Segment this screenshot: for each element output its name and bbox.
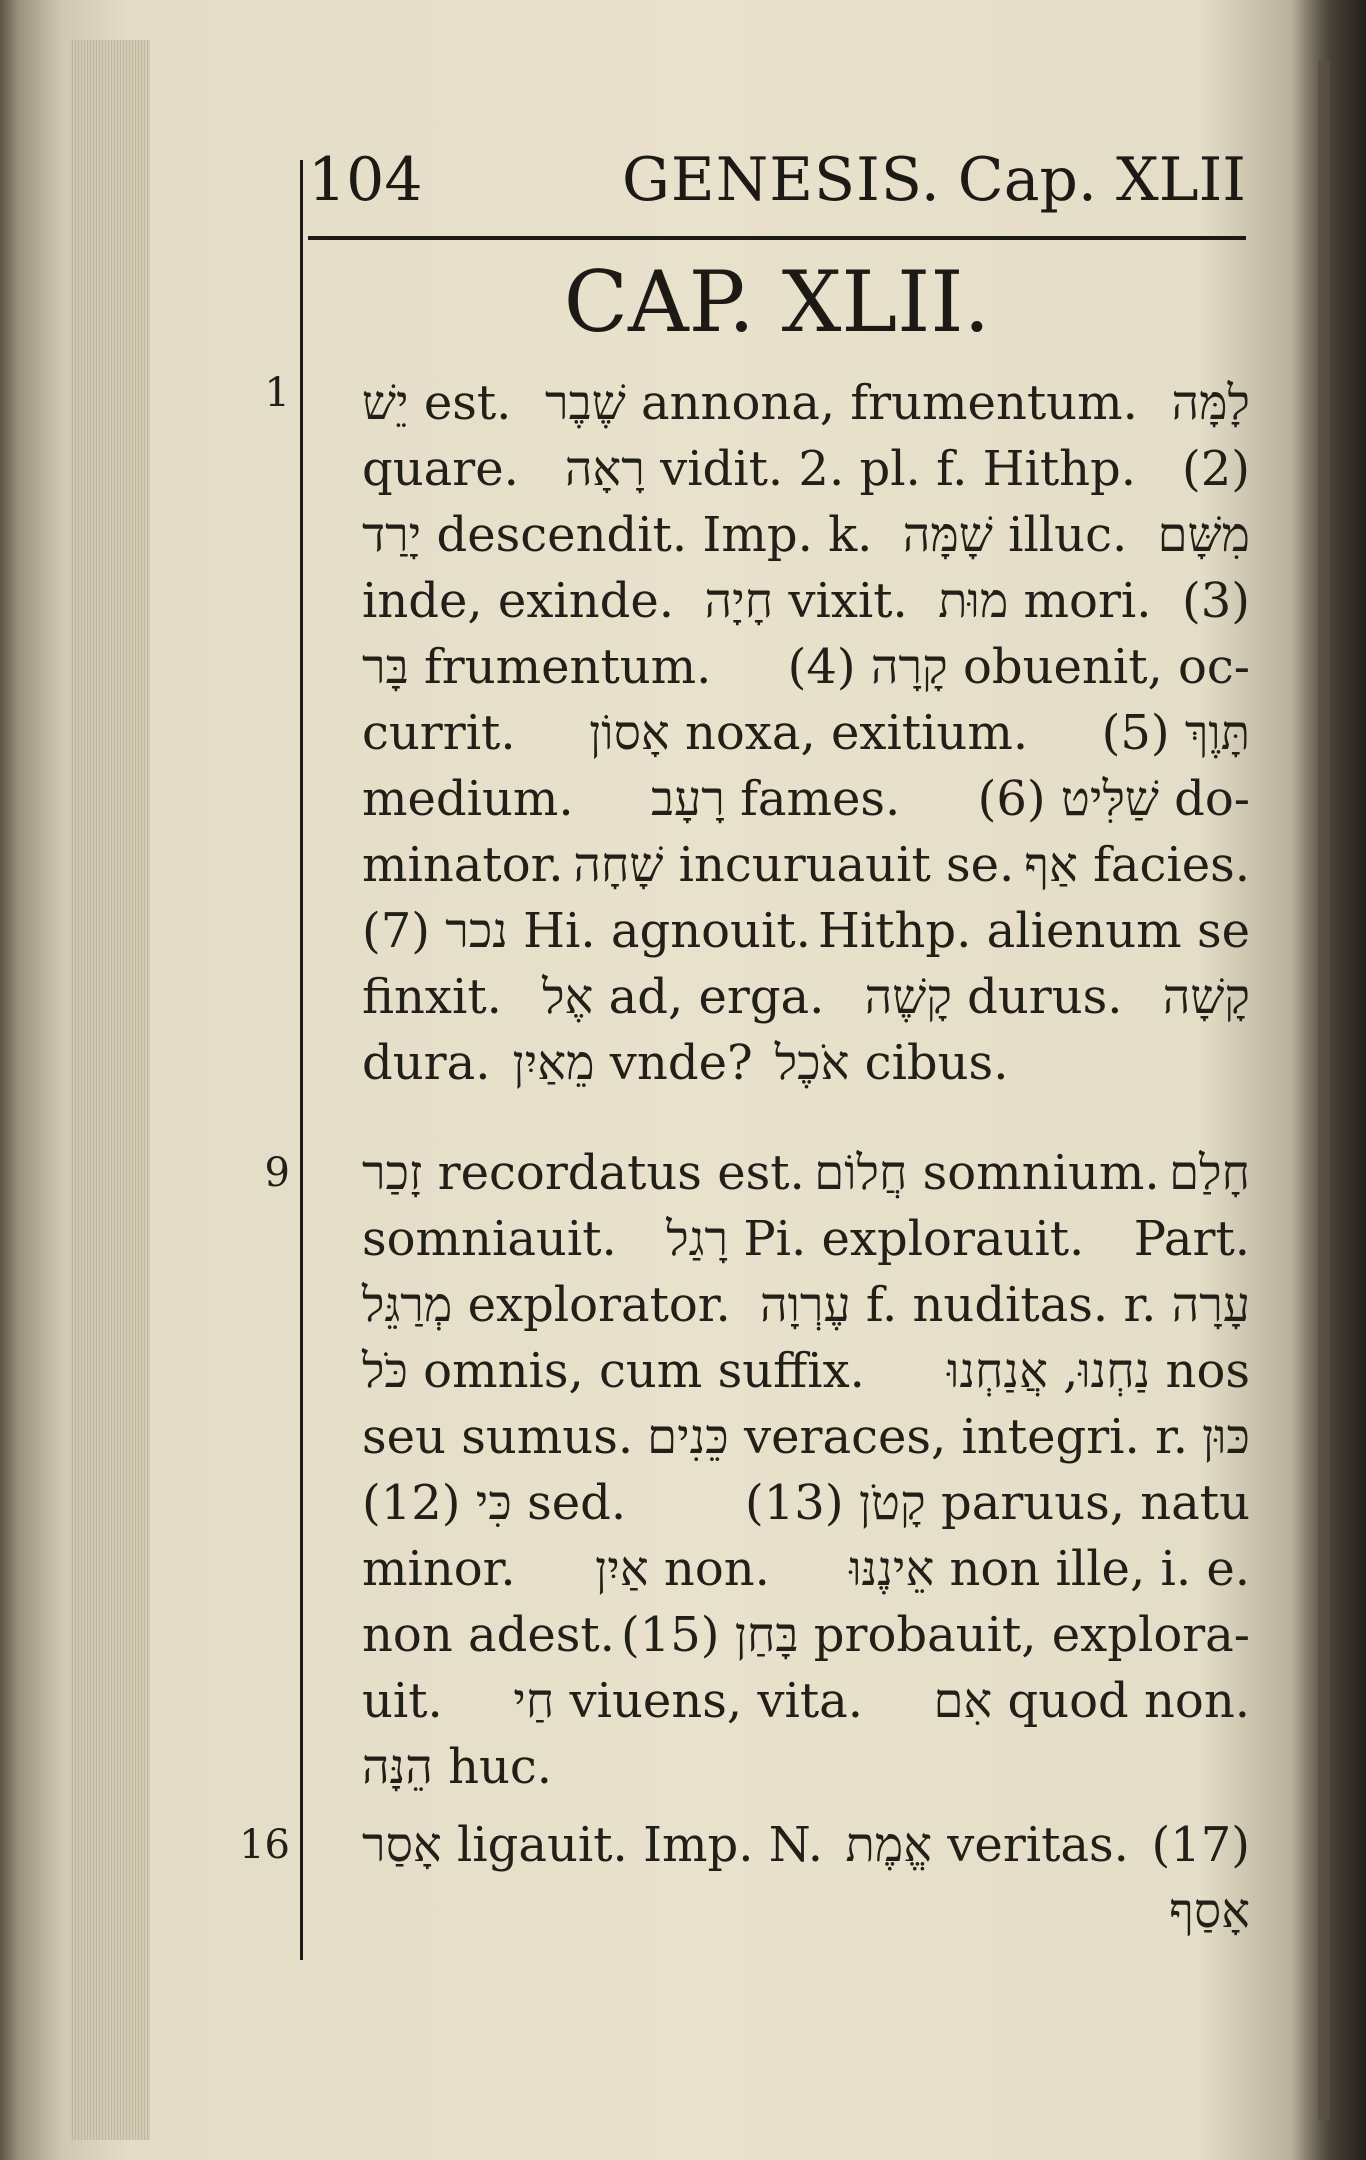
text-segment: כֹּל omnis, cum suffix. xyxy=(362,1343,865,1399)
text-segment: חַי viuens, vita. xyxy=(513,1673,864,1729)
text-segment: מוּת mori. xyxy=(938,573,1152,629)
text-segment: חָיָה vixit. xyxy=(704,573,908,629)
text-line xyxy=(362,1602,1250,1668)
text-segment: (2) xyxy=(1181,441,1250,497)
text-segment: (12) כִּי sed. xyxy=(362,1475,627,1531)
text-segment: currit. xyxy=(362,705,516,761)
text-segment: הֵנָּה huc. xyxy=(362,1739,553,1795)
text-segment: (4) קָרָה obuenit, oc- xyxy=(787,639,1250,695)
text-segment: Hithp. alienum se xyxy=(817,903,1250,959)
text-segment: אִם quod non. xyxy=(933,1673,1250,1729)
text-segment: אַיִן non. xyxy=(595,1541,770,1597)
page-number: 104 xyxy=(308,145,423,215)
text-segment: כֵּנִים veraces, integri. r. xyxy=(647,1409,1188,1465)
text-line xyxy=(362,832,1250,898)
text-segment: חָלַם xyxy=(1169,1145,1250,1201)
text-line xyxy=(362,1206,1250,1272)
text-segment: מֵאַיִן vnde? xyxy=(512,1035,753,1091)
text-segment: (15) בָּחַן probauit, explora- xyxy=(620,1607,1250,1663)
text-line xyxy=(362,1878,1250,1944)
text-segment: (13) קָטֹן paruus, natu xyxy=(745,1475,1250,1531)
text-segment: Part. xyxy=(1133,1211,1250,1267)
text-segment: קָשָׁה xyxy=(1162,969,1250,1025)
running-header xyxy=(308,140,1246,220)
text-segment: רָגַל Pi. explorauit. xyxy=(666,1211,1085,1267)
text-segment: (3) xyxy=(1181,573,1250,629)
text-segment: אָסוֹן noxa, exitium. xyxy=(589,705,1029,761)
running-chapter: Cap. XLII xyxy=(957,145,1246,215)
text-segment: שָׁמָּה illuc. xyxy=(902,507,1128,563)
text-segment: שֶׁבֶר annona, frumentum. xyxy=(545,375,1138,431)
text-segment: minator. xyxy=(362,837,564,893)
text-segment: יֵשׁ est. xyxy=(362,375,512,431)
gutter-shadow xyxy=(1296,0,1366,2160)
text-segment: מְרַגֵּל explorator. xyxy=(362,1277,731,1333)
text-segment: רָאָה vidit. 2. pl. f. Hithp. xyxy=(564,441,1137,497)
text-line xyxy=(362,568,1250,634)
text-segment: non adest. xyxy=(362,1607,615,1663)
text-segment: אֹכֶל cibus. xyxy=(774,1035,1009,1091)
text-segment: somniauit. xyxy=(362,1211,617,1267)
text-line xyxy=(362,766,1250,832)
text-line xyxy=(362,964,1250,1030)
text-segment: dura. xyxy=(362,1035,491,1091)
text-segment: uit. xyxy=(362,1673,443,1729)
text-line xyxy=(362,1536,1250,1602)
text-segment: עֶרְוָה f. nuditas. r. עָרָה xyxy=(760,1277,1250,1333)
text-segment: שָׁחָה incuruauit se. xyxy=(573,837,1015,893)
text-segment: רָעָב fames. xyxy=(650,771,901,827)
text-segment: medium. xyxy=(362,771,574,827)
text-line xyxy=(362,1140,1250,1206)
text-segment: אֶל ad, erga. xyxy=(542,969,825,1025)
text-segment: seu sumus. xyxy=(362,1409,634,1465)
text-line xyxy=(362,1812,1250,1878)
text-segment: מִשָּׁם xyxy=(1157,507,1250,563)
text-line xyxy=(362,1030,1250,1096)
text-line xyxy=(362,1404,1250,1470)
verse-number: 1 xyxy=(264,370,290,416)
text-segment: נַחְנוּ, אֲנַחְנוּ nos xyxy=(947,1343,1250,1399)
text-segment: חֲלוֹם somnium. xyxy=(814,1145,1160,1201)
page-edges xyxy=(70,40,150,2140)
running-title: GENESIS. xyxy=(622,145,941,215)
text-line xyxy=(362,634,1250,700)
text-segment: זָכַר recordatus est. xyxy=(362,1145,805,1201)
text-line xyxy=(362,898,1250,964)
verse-number: 16 xyxy=(239,1822,290,1868)
margin-rule xyxy=(300,160,303,1960)
text-line xyxy=(362,436,1250,502)
text-line xyxy=(362,700,1250,766)
text-line xyxy=(362,1470,1250,1536)
text-segment: (17) xyxy=(1151,1817,1250,1873)
text-line xyxy=(362,502,1250,568)
text-segment: quare. xyxy=(362,441,519,497)
text-segment: אֵינֶנּוּ non ille, i. e. xyxy=(849,1541,1250,1597)
header-rule xyxy=(308,236,1246,240)
text-segment: אָסַף xyxy=(1169,1883,1250,1939)
chapter-heading: CAP. XLII. xyxy=(563,253,991,351)
text-segment: קָשֶׁה durus. xyxy=(864,969,1123,1025)
text-segment: (5) תָּוֶךְ xyxy=(1101,705,1250,761)
text-segment: כּוּן xyxy=(1202,1409,1250,1465)
text-segment: יָרַד descendit. Imp. k. xyxy=(362,507,873,563)
text-segment: (6) שַׁלִּיט do- xyxy=(977,771,1250,827)
text-segment: (7) נכר Hi. agnouit. xyxy=(362,903,811,959)
text-segment: finxit. xyxy=(362,969,502,1025)
text-line xyxy=(362,1734,1250,1800)
text-line xyxy=(362,1668,1250,1734)
text-line xyxy=(362,1272,1250,1338)
text-line xyxy=(362,370,1250,436)
text-segment: אָסַר ligauit. Imp. N. xyxy=(362,1817,823,1873)
verse-number: 9 xyxy=(264,1150,290,1196)
text-segment: לָמָּה xyxy=(1171,375,1250,431)
text-segment: אַף facies. xyxy=(1024,837,1250,893)
text-segment: אֱמֶת veritas. xyxy=(845,1817,1129,1873)
text-segment: inde, exinde. xyxy=(362,573,675,629)
text-segment: minor. xyxy=(362,1541,516,1597)
text-line xyxy=(362,1338,1250,1404)
text-segment: בָּר frumentum. xyxy=(362,639,712,695)
